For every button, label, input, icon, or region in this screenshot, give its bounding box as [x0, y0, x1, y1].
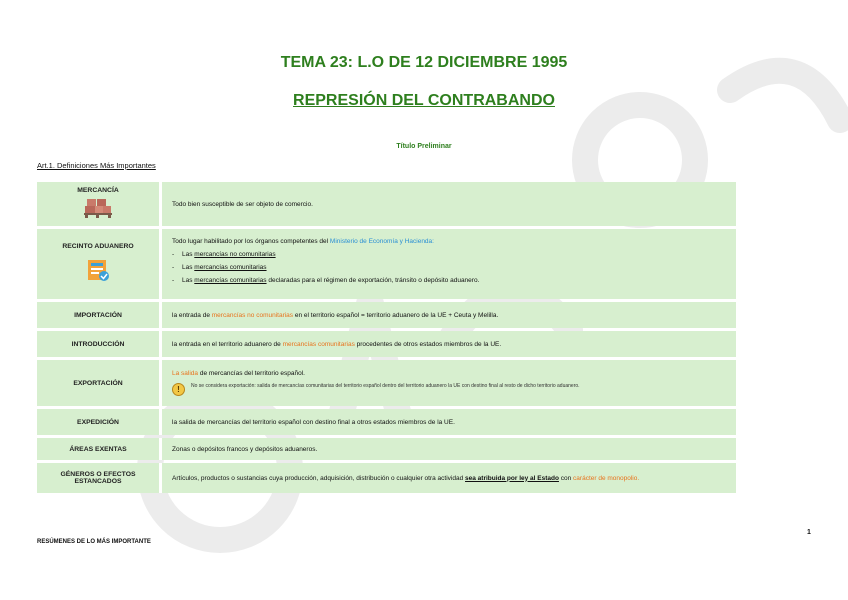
definition-cell [159, 409, 736, 435]
list-item [172, 251, 728, 258]
definitions-table [37, 179, 736, 496]
list-term: mercancías comunitarias [194, 264, 267, 271]
list-prefix: Las [182, 264, 195, 271]
definition-intro: Todo lugar habilitado por los órganos competentes del [172, 238, 330, 245]
definition-text: Zonas o depósitos francos y depósitos aduaneros. [172, 445, 318, 453]
term-label: GÉNEROS O EFECTOS ESTANCADOS [60, 471, 136, 485]
table-row [37, 438, 736, 460]
table-row [37, 360, 736, 406]
table-row [37, 302, 736, 328]
boxes-pallet-icon [83, 197, 113, 219]
document-subtitle: REPRESIÓN DEL CONTRABANDO [293, 92, 555, 109]
table-row [37, 331, 736, 357]
definition-text-end: en el territorio español = territorio aduanero de la UE + Ceuta y Melilla. [293, 311, 499, 319]
highlight-term: mercancías comunitarias [282, 340, 355, 348]
term-label: MERCANCÍA [77, 187, 119, 194]
term-label: IMPORTACIÓN [74, 311, 122, 319]
list-prefix: Las [182, 277, 195, 284]
term-cell [37, 182, 159, 226]
definition-text-start: la entrada en el territorio aduanero de [172, 340, 283, 348]
goods-list [172, 251, 728, 284]
term-cell [37, 229, 159, 299]
term-label: ÁREAS EXENTAS [69, 445, 127, 453]
definition-cell [159, 302, 736, 328]
document-title: TEMA 23: L.O DE 12 DICIEMBRE 1995 [280, 54, 568, 71]
list-suffix: declaradas para el régimen de exportación, tránsito o depósito aduanero. [266, 277, 480, 284]
list-item [172, 264, 728, 271]
definition-text-start: la entrada de [172, 311, 212, 319]
term-cell [37, 463, 159, 493]
term-label: EXPEDICIÓN [77, 418, 119, 426]
highlight-term: carácter de monopolio. [573, 474, 640, 482]
page-number: 1 [807, 529, 811, 536]
definition-cell [159, 360, 736, 406]
term-label: EXPORTACIÓN [73, 379, 123, 387]
term-cell [37, 438, 159, 460]
definition-cell [159, 463, 736, 493]
customs-office-icon [84, 256, 112, 284]
footer-label: RESÚMENES DE LO MÁS IMPORTANTE [37, 539, 151, 545]
term-label: INTRODUCCIÓN [71, 340, 125, 348]
term-cell [37, 360, 159, 406]
definition-text: Todo bien susceptible de ser objeto de comercio. [172, 200, 313, 208]
definition-text: la salida de mercancías del territorio español con destino final a otros estados miembros de la UE. [172, 418, 455, 426]
definition-text-start: Artículos, productos o sustancias cuya producción, adquisición, distribución o cualquier otra actividad [172, 474, 466, 482]
definition-text-end: de mercancías del territorio español. [198, 370, 305, 377]
definition-cell [159, 229, 736, 299]
list-term: mercancías no comunitarias [194, 251, 276, 258]
section-title: Título Preliminar [396, 143, 452, 150]
note-text: No se considera exportación: salida de mercancías comunitarias del territorio español dentro del territorio aduanero la UE con destino final al resto de dicho territorio aduanero. [191, 383, 580, 389]
term-cell [37, 302, 159, 328]
list-term: mercancías comunitarias [194, 277, 267, 284]
highlight-term: La salida [172, 370, 199, 377]
ministry-name: Ministerio de Economía y Hacienda: [329, 238, 434, 245]
table-row [37, 409, 736, 435]
table-row [37, 229, 736, 299]
definition-connector: con [558, 474, 574, 482]
table-row [37, 182, 736, 226]
definition-cell [159, 438, 736, 460]
article-heading: Art.1. Definiciones Más Importantes [37, 161, 156, 170]
highlight-term: mercancías no comunitarias [211, 311, 294, 319]
definition-cell [159, 331, 736, 357]
definition-text-end: procedentes de otros estados miembros de la UE. [354, 340, 502, 348]
warning-icon: ! [172, 383, 185, 396]
table-row [37, 463, 736, 493]
exportacion-note [172, 383, 728, 396]
term-cell [37, 331, 159, 357]
list-prefix: Las [182, 251, 195, 258]
definition-cell [159, 182, 736, 226]
underlined-term: sea atribuida por ley al Estado [465, 474, 559, 482]
list-item [172, 277, 728, 284]
term-cell [37, 409, 159, 435]
term-label: RECINTO ADUANERO [62, 242, 134, 250]
